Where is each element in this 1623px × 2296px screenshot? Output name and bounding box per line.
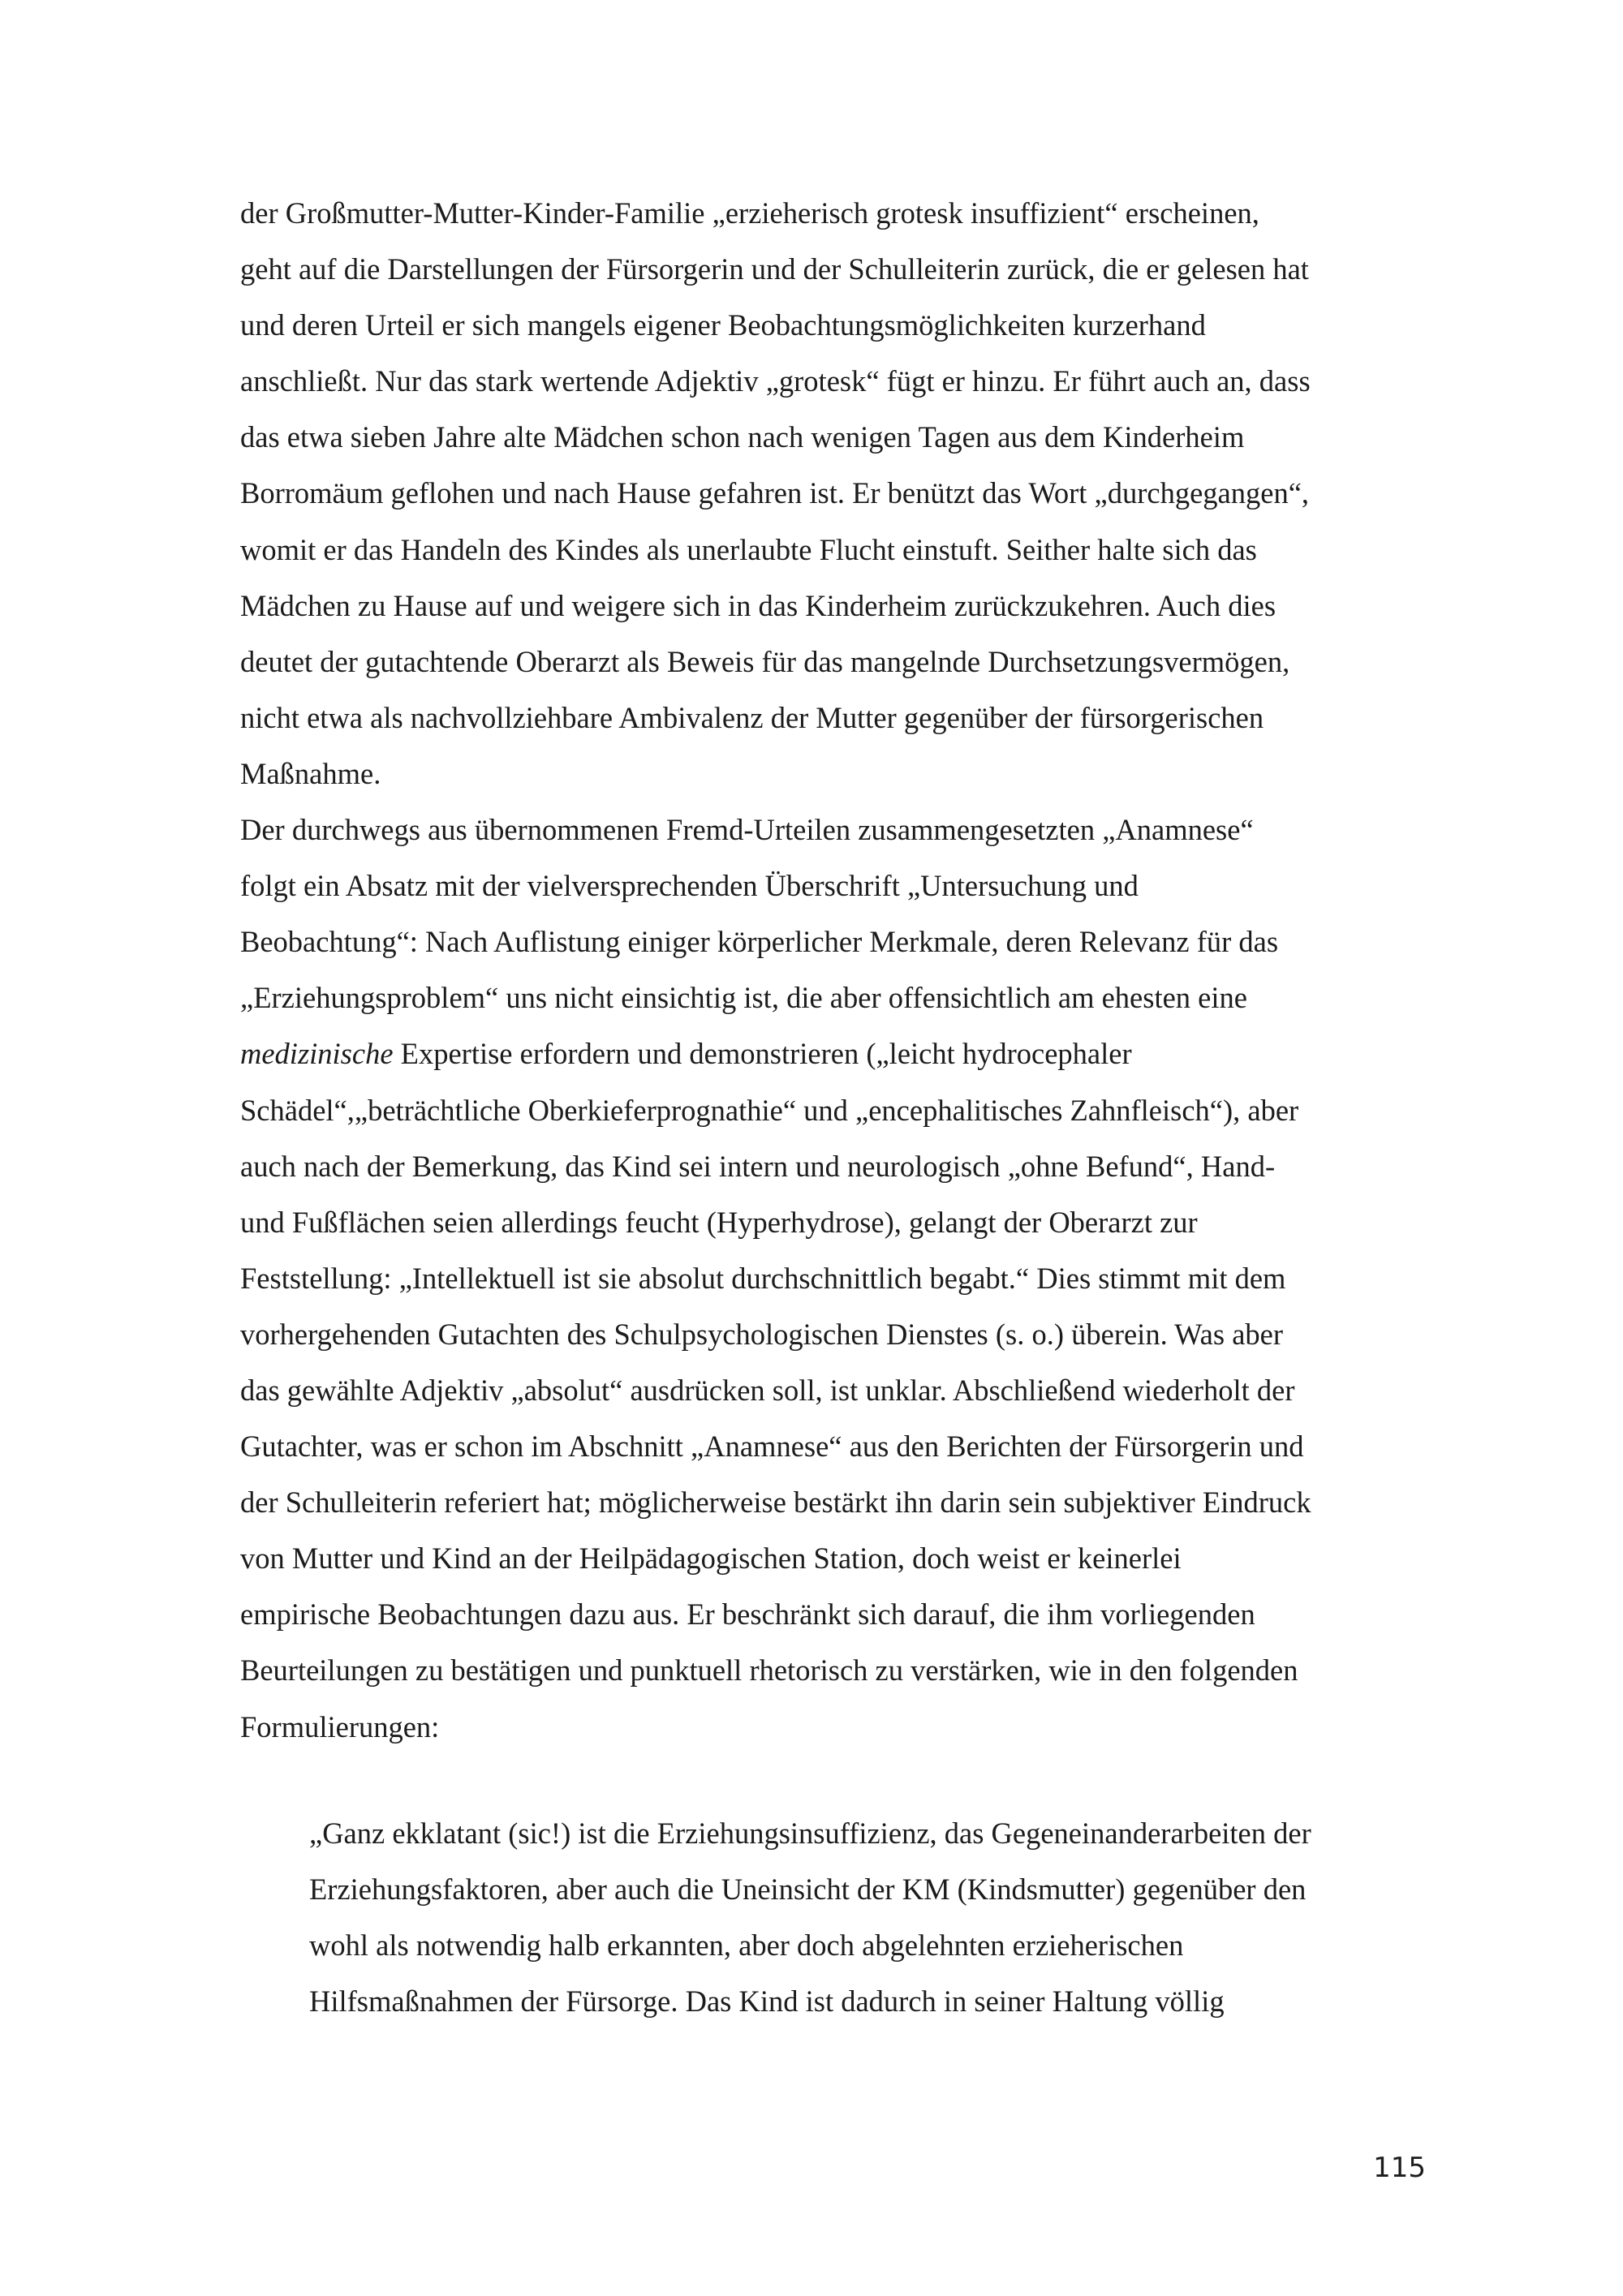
quote-line: Hilfsmaßnahmen der Fürsorge. Das Kind ist dadurch in seiner Haltung völlig	[309, 1984, 1225, 2019]
text-line	[240, 1082, 1428, 1138]
text-segment: von Mutter und Kind an der Heilpädagogischen Station, doch weist er keinerlei	[240, 1541, 1182, 1576]
text-segment: Gutachter, was er schon im Abschnitt „Anamnese“ aus den Berichten der Fürsorgerin und	[240, 1430, 1304, 1464]
italic-text: medizinische	[240, 1037, 394, 1071]
text-segment: Beurteilungen zu bestätigen und punktuell rhetorisch zu verstärken, wie in den folgenden	[240, 1653, 1298, 1688]
text-line	[240, 465, 1428, 521]
text-segment: das gewählte Adjektiv „absolut“ ausdrücken soll, ist unklar. Abschließend wiederholt der	[240, 1373, 1295, 1407]
text-line	[240, 1194, 1428, 1250]
text-line	[240, 914, 1428, 970]
text-line	[240, 409, 1428, 465]
text-segment: Borromäum geflohen und nach Hause gefahren ist. Er benützt das Wort „durchgegangen“,	[240, 476, 1310, 510]
text-segment: auch nach der Bemerkung, das Kind sei intern und neurologisch „ohne Befund“, Hand-	[240, 1149, 1276, 1183]
text-line	[240, 1699, 1428, 1755]
text-line	[240, 858, 1428, 914]
text-line	[240, 1138, 1428, 1194]
body-text	[240, 185, 1428, 1755]
quote-line: wohl als notwendig halb erkannten, aber doch abgelehnten erzieherischen	[309, 1928, 1184, 1963]
text-line	[240, 746, 1428, 802]
text-line	[240, 353, 1428, 409]
text-segment: folgt ein Absatz mit der vielversprechenden Überschrift „Untersuchung und	[240, 869, 1139, 903]
text-line	[240, 578, 1428, 634]
text-segment: vorhergehenden Gutachten des Schulpsychologischen Dienstes (s. o.) überein. Was aber	[240, 1317, 1284, 1351]
text-segment: Formulierungen:	[240, 1709, 440, 1743]
quote-line: Erziehungsfaktoren, aber auch die Uneinsicht der KM (Kindsmutter) gegenüber den	[309, 1872, 1307, 1907]
text-segment: Beobachtung“: Nach Auflistung einiger körperlicher Merkmale, deren Relevanz für das	[240, 925, 1279, 959]
page-number: 115	[1373, 2152, 1426, 2184]
text-line	[240, 1025, 1428, 1081]
text-line	[240, 185, 1428, 241]
text-segment: Der durchwegs aus übernommenen Fremd-Urteilen zusammengesetzten „Anamnese“	[240, 813, 1254, 847]
text-segment: nicht etwa als nachvollziehbare Ambivalenz der Mutter gegenüber der fürsorgerischen	[240, 700, 1264, 734]
text-segment: und Fußflächen seien allerdings feucht (Hyperhydrose), gelangt der Oberarzt zur	[240, 1205, 1198, 1239]
text-segment: Schädel“,„beträchtliche Oberkieferprognathie“ und „encephalitisches Zahnfleisch“), aber	[240, 1093, 1299, 1127]
text-segment: „Erziehungsproblem“ uns nicht einsichtig ist, die aber offensichtlich am ehesten eine	[240, 981, 1247, 1015]
text-segment: geht auf die Darstellungen der Fürsorgerin und der Schulleiterin zurück, die er gelesen hat	[240, 252, 1309, 286]
text-segment: das etwa sieben Jahre alte Mädchen schon nach wenigen Tagen aus dem Kinderheim	[240, 420, 1245, 454]
text-line	[240, 1362, 1428, 1418]
text-line	[240, 1306, 1428, 1362]
text-segment: anschließt. Nur das stark wertende Adjektiv „grotesk“ fügt er hinzu. Er führt auch an, dass	[240, 364, 1311, 398]
quote-line: „Ganz ekklatant (sic!) ist die Erziehungsinsuffizienz, das Gegeneinanderarbeiten der	[309, 1817, 1311, 1850]
text-line	[240, 297, 1428, 353]
text-line	[240, 802, 1428, 858]
text-line	[240, 1418, 1428, 1474]
text-line	[240, 690, 1428, 746]
text-segment: der Großmutter-Mutter-Kinder-Familie „erzieherisch grotesk insuffizient“ erscheinen,	[240, 196, 1259, 230]
text-segment: und deren Urteil er sich mangels eigener Beobachtungsmöglichkeiten kurzerhand	[240, 308, 1206, 342]
text-segment: Maßnahme.	[240, 756, 381, 790]
text-segment: der Schulleiterin referiert hat; möglicherweise bestärkt ihn darin sein subjektiver Eindruck	[240, 1486, 1311, 1520]
text-segment: Mädchen zu Hause auf und weigere sich in das Kinderheim zurückzukehren. Auch dies	[240, 588, 1276, 622]
text-line	[240, 1250, 1428, 1306]
text-line	[240, 1474, 1428, 1530]
block-quote	[309, 1805, 1445, 2029]
text-line	[240, 634, 1428, 690]
text-segment: deutet der gutachtende Oberarzt als Beweis für das mangelnde Durchsetzungsvermögen,	[240, 644, 1290, 678]
text-segment: empirische Beobachtungen dazu aus. Er beschränkt sich darauf, die ihm vorliegenden	[240, 1597, 1255, 1632]
text-line	[240, 241, 1428, 297]
text-line	[240, 1586, 1428, 1642]
text-line	[240, 970, 1428, 1025]
text-segment: womit er das Handeln des Kindes als unerlaubte Flucht einstuft. Seither halte sich das	[240, 532, 1257, 566]
text-line	[240, 1530, 1428, 1586]
text-segment: Feststellung: „Intellektuell ist sie absolut durchschnittlich begabt.“ Dies stimmt mit dem	[240, 1261, 1286, 1295]
text-segment: Expertise erfordern und demonstrieren („leicht hydrocephaler	[393, 1037, 1132, 1071]
text-line	[240, 522, 1428, 578]
text-line	[240, 1642, 1428, 1698]
